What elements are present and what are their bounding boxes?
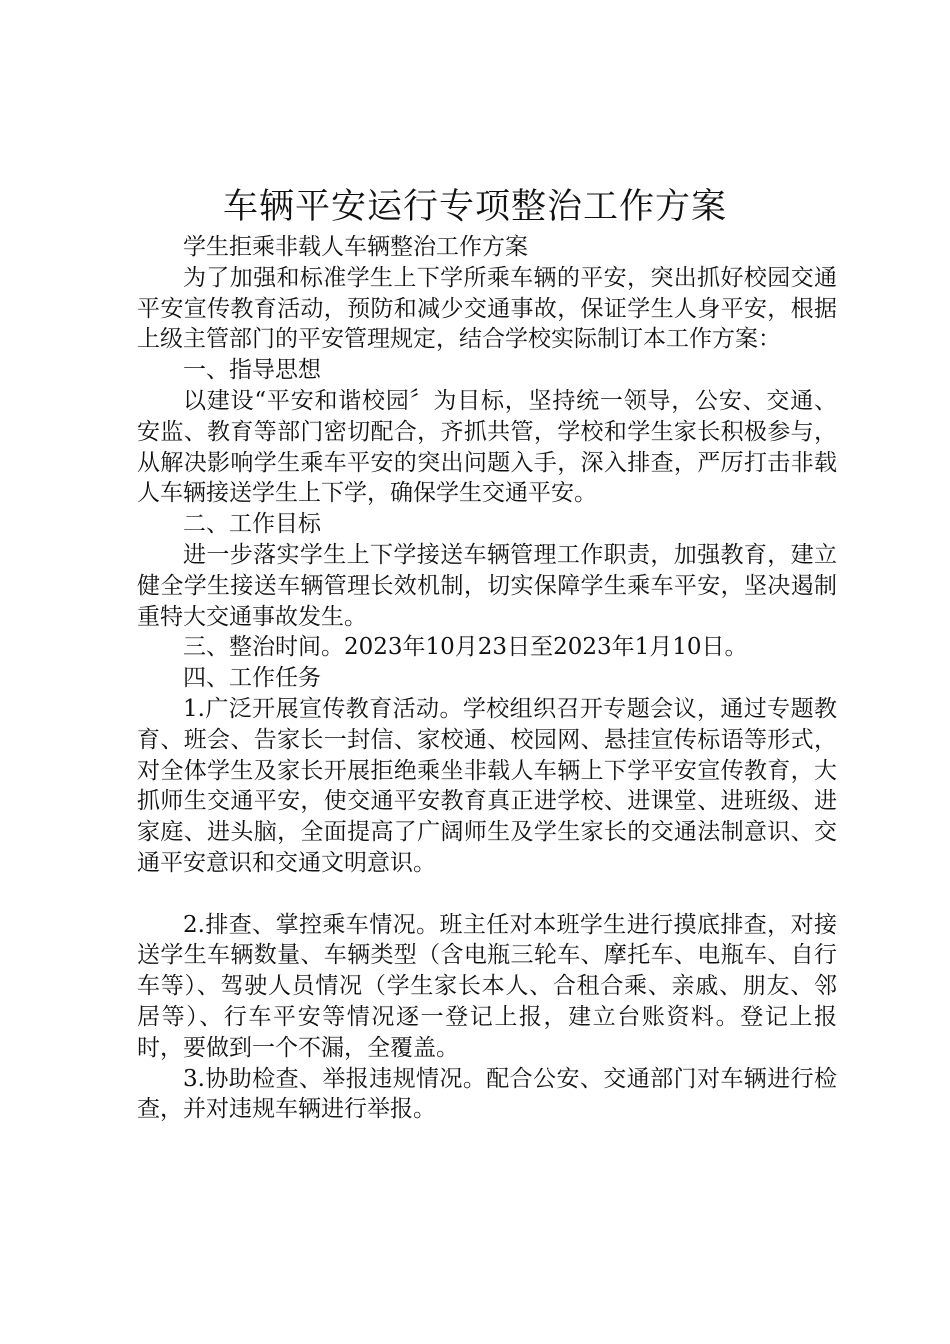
section-heading-guiding-ideology: 一、指导思想 [183, 357, 321, 384]
section-heading-work-tasks: 四、工作任务 [183, 665, 321, 692]
guiding-ideology-paragraph: 以建设“平安和谐校园〞为目标，坚持统一领导，公安、交通、安监、教育等部门密切配合，齐抓共管，学校和学生家长积极参与，从解决影响学生乘车平安的突出问题入手，深入排查，严厉打击非载人车辆接送学生上下学，确保学生交通平安。 [137, 387, 837, 507]
task-2-paragraph: 2.排查、掌控乘车情况。班主任对本班学生进行摸底排查，对接送学生车辆数量、车辆类型（含电瓶三轮车、摩托车、电瓶车、自行车等）、驾驶人员情况（学生家长本人、合租合乘、亲戚、朋友、邻居等）、行车平安等情况逐一登记上报，建立台账资料。登记上报时，要做到一个不漏，全覆盖。 [137, 911, 837, 1061]
document-body [137, 232, 837, 1125]
document-title: 车辆平安运行专项整治工作方案 [222, 187, 727, 227]
task-1-paragraph: 1.广泛开展宣传教育活动。学校组织召开专题会议，通过专题教育、班会、告家长一封信、家校通、校园网、悬挂宣传标语等形式，对全体学生及家长开展拒绝乘坐非载人车辆上下学平安宣传教育，大抓师生交通平安，使交通平安教育真正进学校、进课堂、进班级、进家庭、进头脑，全面提高了广阔师生及学生家长的交通法制意识、交通平安意识和交通文明意识。 [137, 695, 837, 876]
subtitle-paragraph: 学生拒乘非载人车辆整治工作方案 [183, 234, 528, 260]
task-3-paragraph: 3.协助检查、举报违规情况。配合公安、交通部门对车辆进行检查，并对违规车辆进行举报。 [137, 1065, 837, 1123]
rectification-period-paragraph: 三、整治时间。2023年10月23日至2023年1月10日。 [183, 634, 748, 661]
work-goals-paragraph: 进一步落实学生上下学接送车辆管理工作职责，加强教育，建立健全学生接送车辆管理长效机制，切实保障学生乘车平安，坚决遏制重特大交通事故发生。 [137, 541, 837, 630]
section-heading-work-goals: 二、工作目标 [183, 511, 321, 538]
intro-paragraph: 为了加强和标准学生上下学所乘车辆的平安，突出抓好校园交通平安宣传教育活动，预防和减少交通事故，保证学生人身平安，根据上级主管部门的平安管理规定，结合学校实际制订本工作方案： [137, 264, 837, 353]
